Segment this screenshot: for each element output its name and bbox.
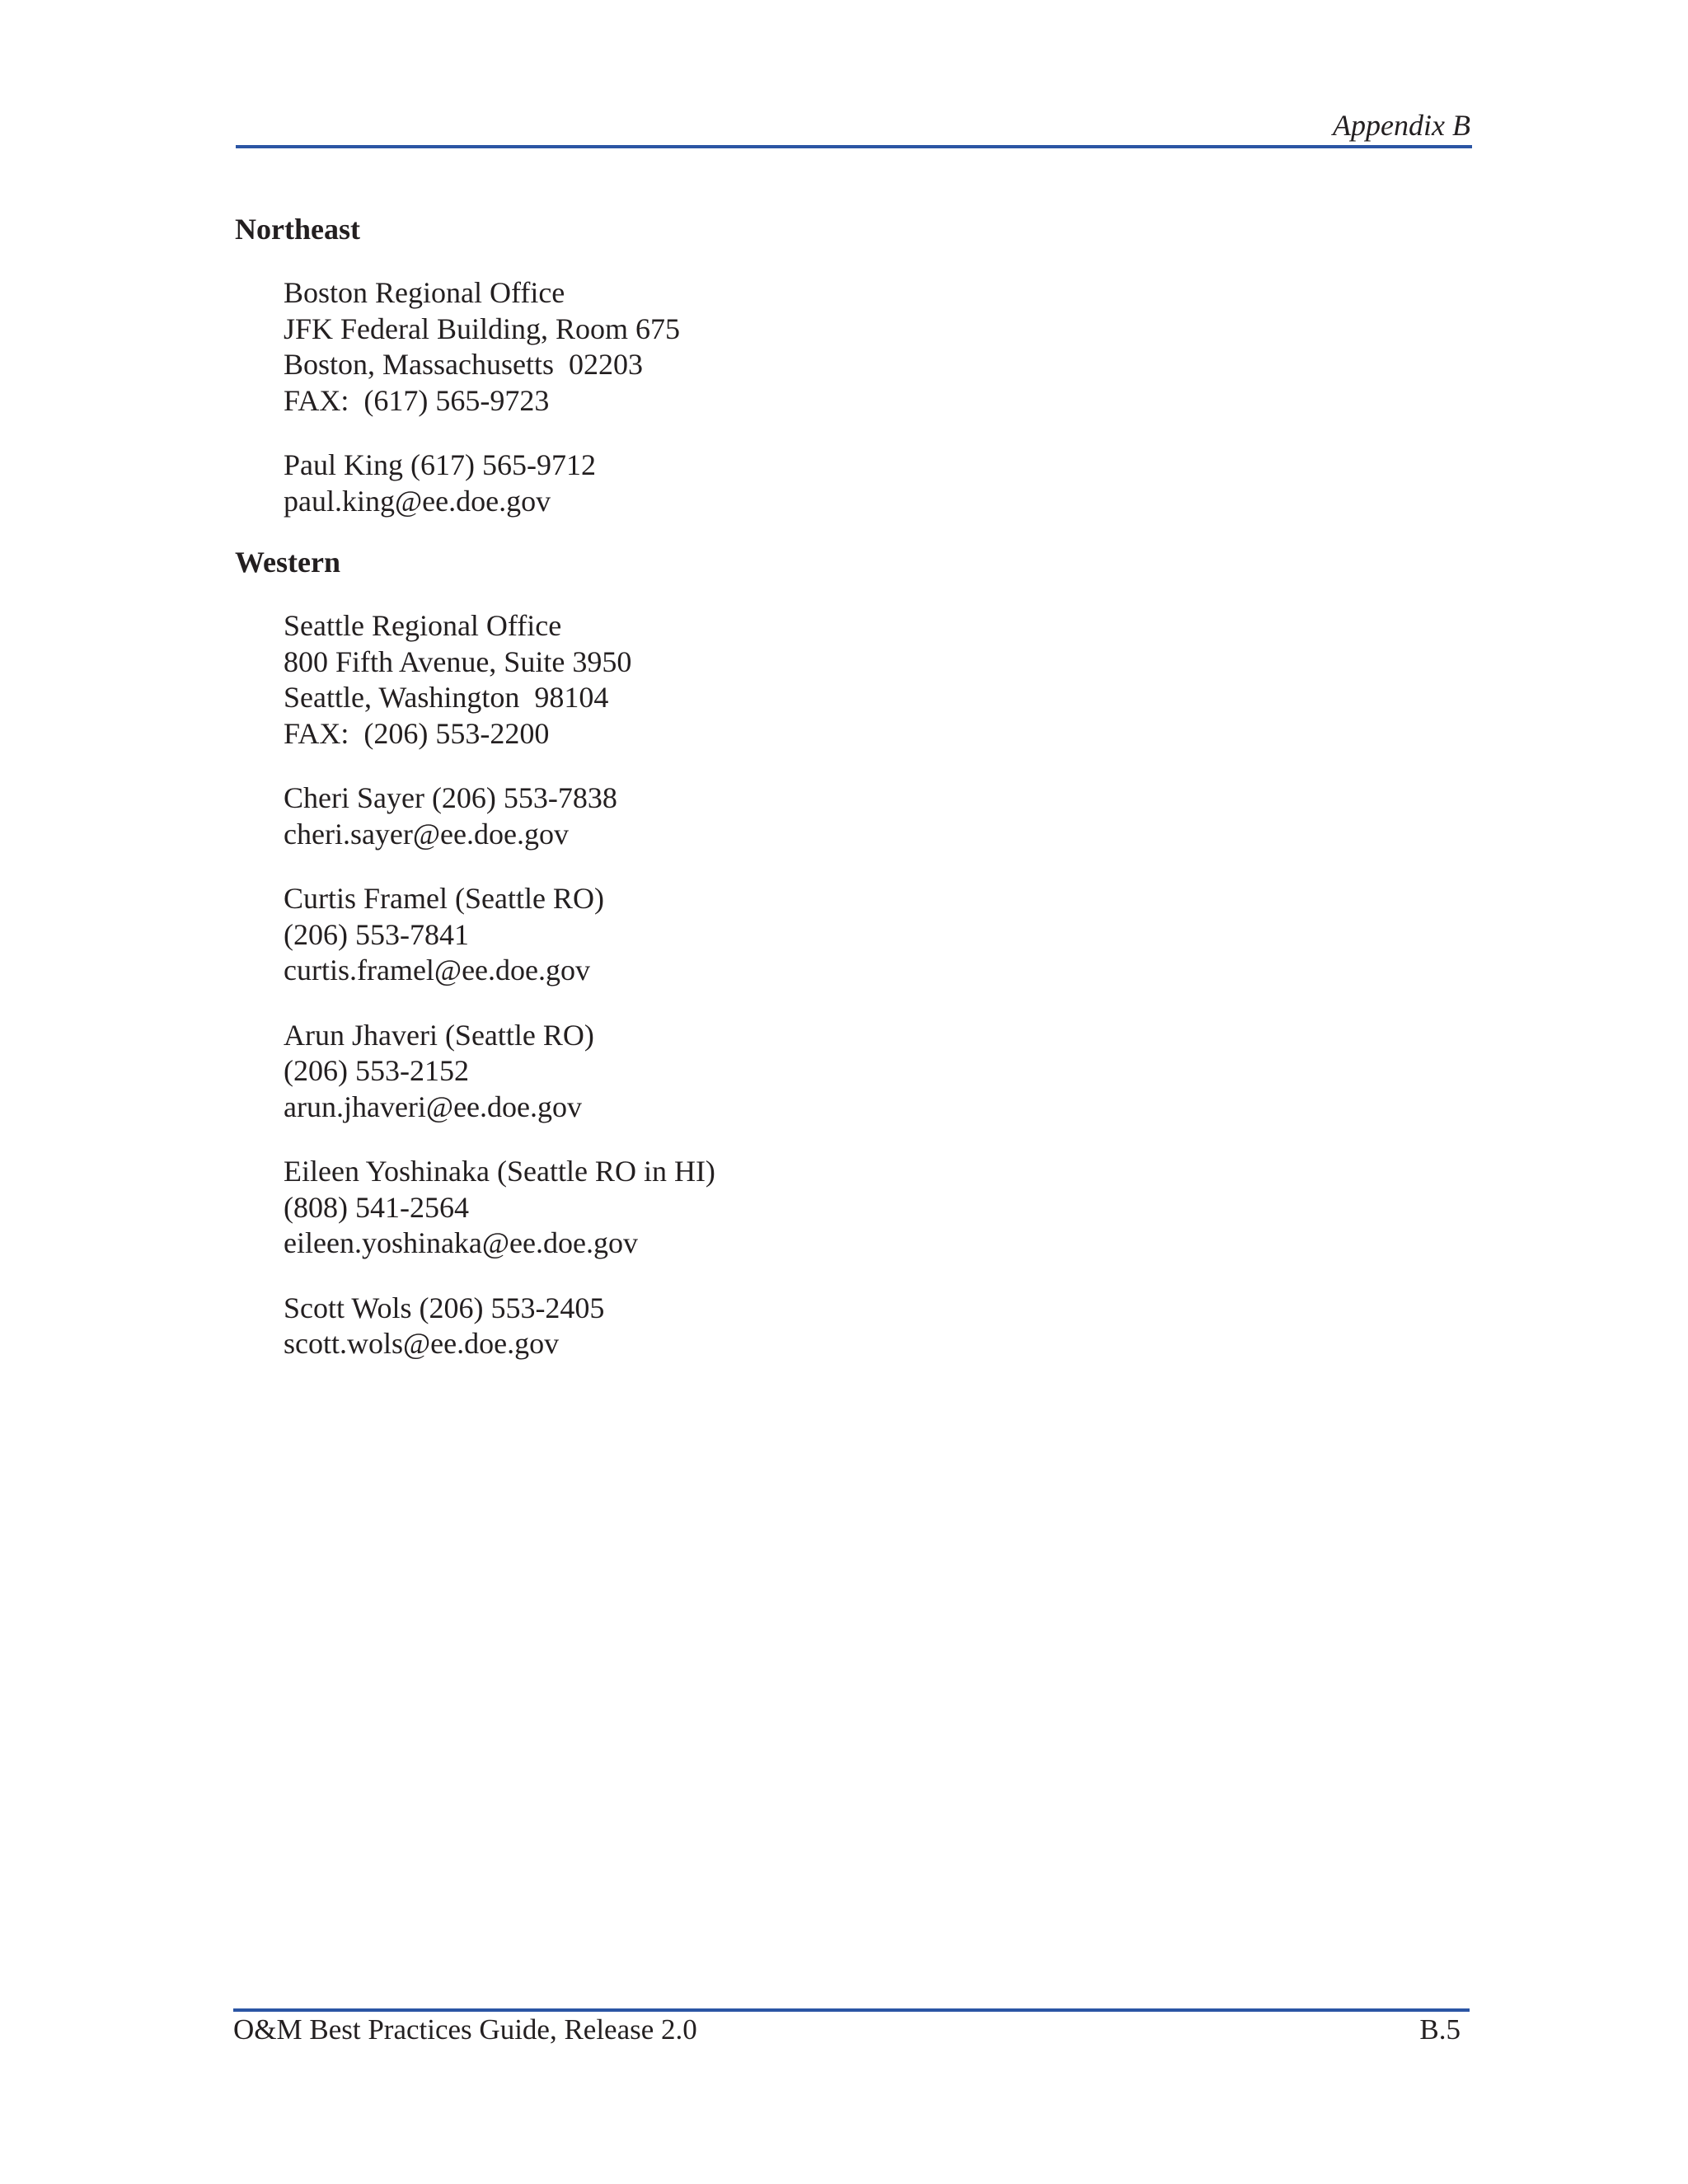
contact-name: Eileen Yoshinaka (Seattle RO in HI) [284, 1155, 715, 1188]
contact-block-scott-wols [284, 1291, 1471, 1362]
contact-email: cheri.sayer@ee.doe.gov [284, 817, 569, 851]
footer-guide-title: O&M Best Practices Guide, Release 2.0 [233, 2013, 697, 2046]
contact-block-boston-office [284, 275, 1471, 419]
contact-name: Arun Jhaveri (Seattle RO) [284, 1018, 594, 1052]
contact-email: curtis.framel@ee.doe.gov [284, 954, 591, 987]
contact-block-cheri-sayer [284, 780, 1471, 852]
header-rule [236, 145, 1472, 148]
footer-page-number: B.5 [1419, 2013, 1461, 2046]
contact-block-eileen-yoshinaka [284, 1154, 1471, 1262]
office-address: 800 Fifth Avenue, Suite 3950 [284, 644, 632, 678]
contact-block-paul-king [284, 448, 1471, 519]
office-fax: FAX: (617) 565-9723 [284, 383, 550, 417]
office-name: Seattle Regional Office [284, 609, 562, 642]
contact-phone: (808) 541-2564 [284, 1190, 469, 1224]
contact-name: Curtis Framel (Seattle RO) [284, 882, 604, 915]
running-header-title: Appendix B [1333, 109, 1470, 142]
office-fax: FAX: (206) 553-2200 [284, 716, 550, 750]
contact-phone: (206) 553-7841 [284, 917, 469, 951]
section-heading-western: Western [235, 546, 340, 579]
contact-email: scott.wols@ee.doe.gov [284, 1327, 560, 1360]
contact-block-curtis-framel [284, 881, 1471, 989]
contact-name-phone: Cheri Sayer (206) 553-7838 [284, 781, 617, 814]
contact-email: paul.king@ee.doe.gov [284, 484, 551, 518]
contact-block-arun-jhaveri [284, 1018, 1471, 1126]
page-content [235, 211, 1471, 1362]
contact-email: eileen.yoshinaka@ee.doe.gov [284, 1226, 638, 1259]
office-city: Boston, Massachusetts 02203 [284, 348, 643, 381]
contact-phone: (206) 553-2152 [284, 1054, 469, 1087]
contact-name-phone: Paul King (617) 565-9712 [284, 448, 596, 481]
contact-block-seattle-office [284, 608, 1471, 752]
office-name: Boston Regional Office [284, 276, 565, 309]
office-city: Seattle, Washington 98104 [284, 681, 609, 714]
section-heading-northeast: Northeast [235, 213, 360, 246]
contact-email: arun.jhaveri@ee.doe.gov [284, 1090, 583, 1123]
office-address: JFK Federal Building, Room 675 [284, 312, 681, 345]
contact-name-phone: Scott Wols (206) 553-2405 [284, 1291, 605, 1324]
